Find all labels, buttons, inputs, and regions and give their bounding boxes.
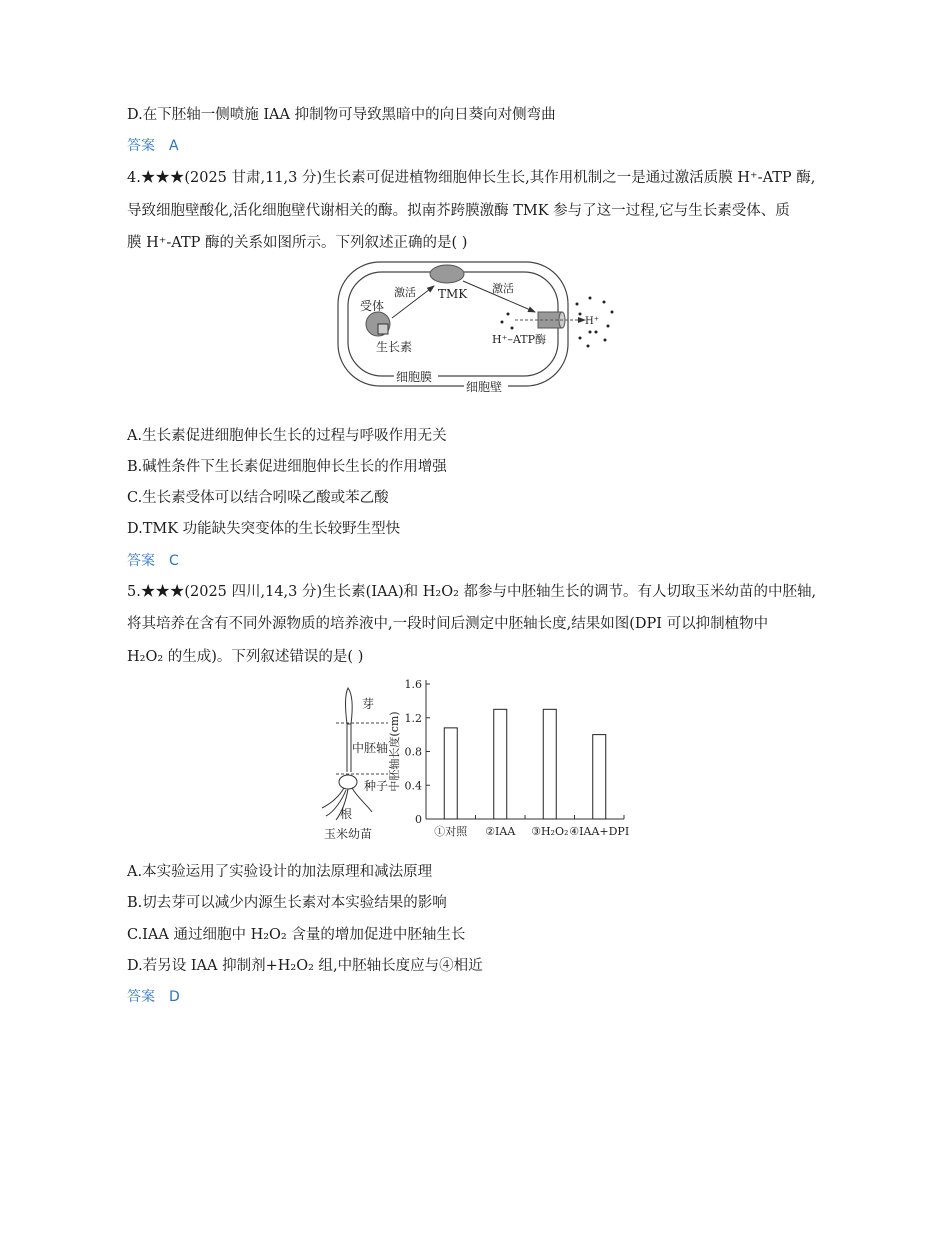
answer-value: A [169,138,179,154]
bar [494,709,507,819]
q5-option-d: D.若另设 IAA 抑制剂+H₂O₂ 组,中胚轴长度应与④相近 [127,958,483,974]
q4-option-a: A.生长素促进细胞伸长生长的过程与呼吸作用无关 [127,428,447,444]
q5-option-b: B.切去芽可以减少内源生长素对本实验结果的影响 [127,895,447,911]
mesocotyl-label: 中胚轴 [352,741,389,755]
answer-label: 答案 [127,553,155,569]
q5-answer [127,987,180,1007]
root-label: 根 [340,807,353,821]
q4-stem-line2: 导致细胞壁酸化,活化细胞壁代谢相关的酶。拟南芥跨膜激酶 TMK 参与了这一过程,它与生长素受体、质 [127,203,790,219]
y-axis-label: 中胚轴长度(cm) [388,711,401,792]
y-tick-label: 0.8 [404,745,422,759]
q5-stem-line3: H₂O₂ 的生成)。下列叙述错误的是( ) [127,649,364,665]
receptor-label: 受体 [360,299,385,313]
bar [593,735,606,819]
answer-value: D [169,989,180,1005]
seedling-caption: 玉米幼苗 [324,827,373,841]
auxin-shape [378,324,388,334]
q3-answer [127,136,179,156]
q4-stem-line3: 膜 H⁺-ATP 酶的关系如图所示。下列叙述正确的是( ) [127,235,468,251]
wall-label: 细胞壁 [466,380,503,394]
activate-label-2: 激活 [492,282,514,295]
q4-option-b: B.碱性条件下生长素促进细胞伸长生长的作用增强 [127,459,447,475]
bar [543,709,556,819]
y-tick-label: 0 [415,813,422,826]
tmk-shape [430,265,464,283]
y-tick-label: 1.6 [404,678,422,691]
q5-option-c: C.IAA 通过细胞中 H₂O₂ 含量的增加促进中胚轴生长 [127,927,466,943]
tmk-label: TMK [438,287,468,301]
x-tick-label: ①对照 [434,825,468,838]
x-tick-label: ④IAA+DPI [569,825,630,838]
mesocotyl-bar-chart [386,676,636,846]
q5-stem-line2: 将其培养在含有不同外源物质的培养液中,一段时间后测定中胚轴长度,结果如图(DPI 可以抑制植物中 [127,616,769,632]
y-tick-label: 0.4 [404,779,422,793]
auxin-label: 生长素 [376,340,413,354]
activate-label-1: 激活 [394,286,416,299]
x-tick-label: ③H₂O₂ [531,825,569,838]
q5-stem-line1: 5.★★★(2025 四川,14,3 分)生长素(IAA)和 H₂O₂ 都参与中胚轴生长的调节。有人切取玉米幼苗的中胚轴, [127,584,817,600]
x-tick-label: ②IAA [485,825,516,838]
answer-label: 答案 [127,989,155,1005]
bar [444,728,457,819]
q4-answer [127,551,179,571]
q4-option-c: C.生长素受体可以结合吲哚乙酸或苯乙酸 [127,490,389,506]
seedling-figure [316,686,396,846]
seed-label: 种子 [364,779,389,793]
bud-shape [346,688,353,724]
seed-shape [339,775,357,789]
h-ion-label: H⁺ [585,316,599,327]
y-tick-label: 1.2 [404,711,422,725]
bud-label: 芽 [362,697,375,711]
answer-label: 答案 [127,138,155,154]
membrane-label: 细胞膜 [396,370,433,384]
cell-diagram [330,256,630,401]
q5-option-a: A.本实验运用了实验设计的加法原理和减法原理 [127,864,433,880]
q3-option-d: D.在下胚轴一侧喷施 IAA 抑制物可导致黑暗中的向日葵向对侧弯曲 [127,107,556,123]
q4-stem-line1: 4.★★★(2025 甘肃,11,3 分)生长素可促进植物细胞伸长生长,其作用机制之一是通过激活质膜 H⁺-ATP 酶, [127,170,816,186]
atpase-label: H⁺–ATP酶 [492,333,546,346]
q4-option-d: D.TMK 功能缺失突变体的生长较野生型快 [127,521,401,537]
answer-value: C [169,553,179,569]
